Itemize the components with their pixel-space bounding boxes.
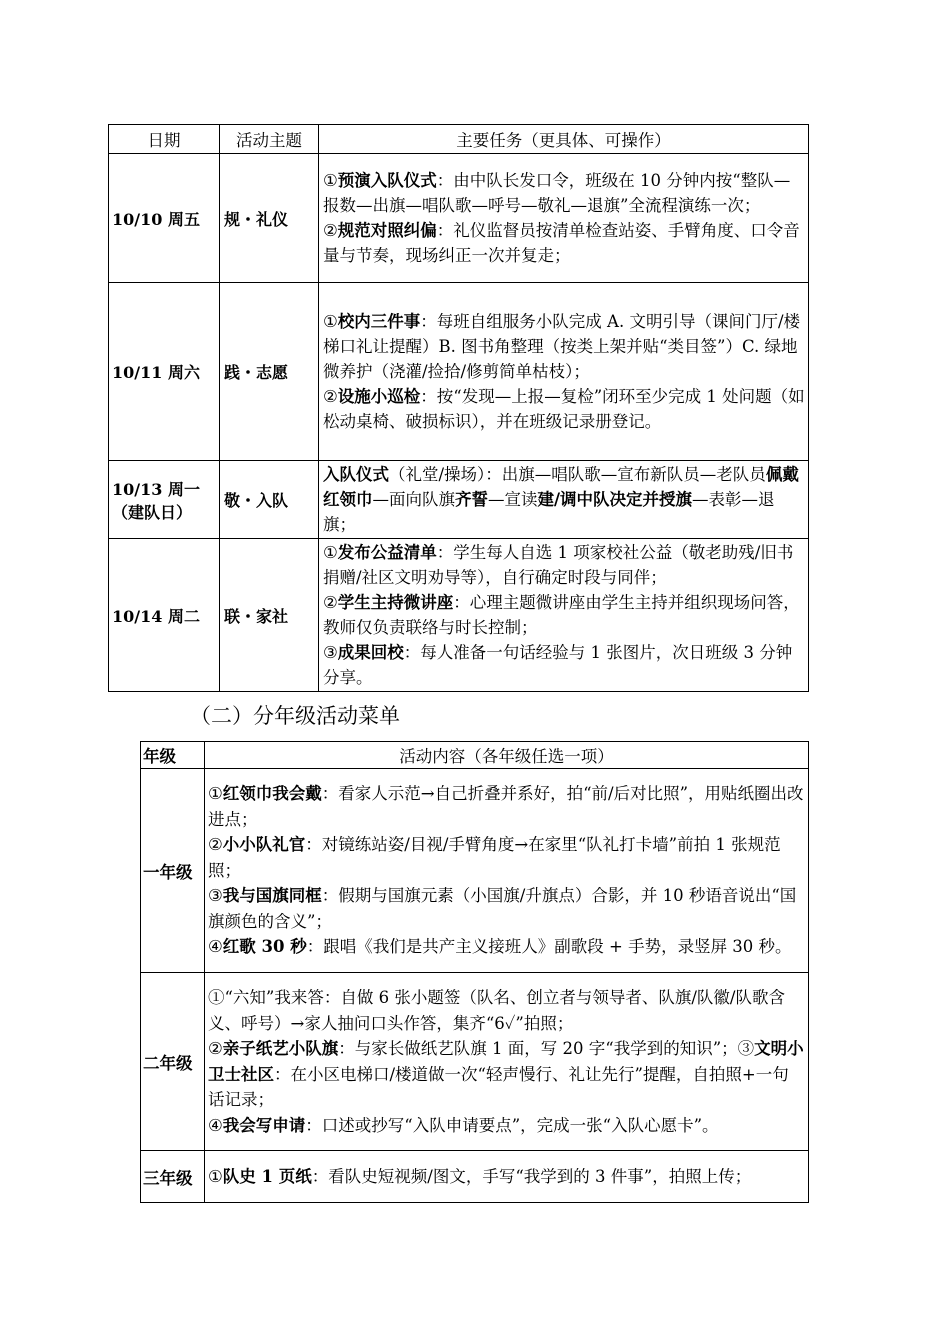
row-theme: 践・志愿 [220, 283, 319, 461]
schedule-table [108, 124, 809, 692]
row-grade: 一年级 [141, 769, 205, 973]
row-tasks [319, 461, 809, 539]
ceremony-text: 入队仪式（礼堂/操场）：出旗—唱队歌—宣布新队员—老队员佩戴红领巾—面向队旗齐誓—宣读建/调中队决定并授旗—表彰—退旗； [323, 465, 799, 534]
row-date: 10/10 周五 [109, 154, 220, 283]
table-row [109, 154, 809, 283]
table-row [109, 461, 809, 539]
row-date: 10/14 周二 [109, 539, 220, 692]
row-tasks [319, 539, 809, 692]
row-theme: 规・礼仪 [220, 154, 319, 283]
list-item: ④红歌 30 秒：跟唱《我们是共产主义接班人》副歌段 + 手势，录竖屏 30 秒。 [208, 937, 792, 957]
row-grade: 二年级 [141, 973, 205, 1151]
list-item: ②小小队礼官：对镜练站姿/目视/手臂角度→在家里“队礼打卡墙”前拍 1 张规范照； [208, 835, 781, 880]
header-tasks: 主要任务（更具体、可操作） [319, 125, 809, 154]
list-item: ①队史 1 页纸：看队史短视频/图文，手写“我学到的 3 件事”，拍照上传； [208, 1166, 752, 1186]
task-item: ①预演入队仪式：由中队长发口令，班级在 10 分钟内按“整队—报数—出旗—唱队歌—呼号—敬礼—退旗”全流程演练一次； [323, 171, 791, 215]
row-grade: 三年级 [141, 1151, 205, 1203]
table-row [141, 769, 809, 973]
row-date [109, 461, 220, 539]
list-item: ②亲子纸艺小队旗：与家长做纸艺队旗 1 面，写 20 字“我学到的知识”；③文明小卫士社区：在小区电梯口/楼道做一次“轻声慢行、礼让先行”提醒，自拍照+一句话记录； [208, 1039, 804, 1109]
date-text: 10/13 周一 [112, 479, 200, 499]
header-grade: 年级 [141, 742, 205, 769]
table-row [109, 283, 809, 461]
section-title: （二）分年级活动菜单 [190, 704, 400, 728]
row-theme: 联・家社 [220, 539, 319, 692]
list-item: ③我与国旗同框：假期与国旗元素（小国旗/升旗点）合影，并 10 秒语音说出“国旗颜色的含义”； [208, 886, 797, 931]
table-row [141, 973, 809, 1151]
table-row [141, 1151, 809, 1203]
row-content [205, 769, 809, 973]
row-date: 10/11 周六 [109, 283, 220, 461]
row-tasks [319, 283, 809, 461]
row-content [205, 973, 809, 1151]
menu-header-row [141, 742, 809, 769]
header-content: 活动内容（各年级任选一项） [205, 742, 809, 769]
list-item: ①红领巾我会戴：看家人示范→自己折叠并系好，拍“前/后对比照”，用贴纸圈出改进点； [208, 784, 804, 829]
row-theme: 敬・入队 [220, 461, 319, 539]
list-item: ①“六知”我来答：自做 6 张小题签（队名、创立者与领导者、队旗/队徽/队歌含义、呼号）→家人抽问口头作答，集齐“6✓”拍照； [208, 988, 785, 1033]
schedule-header-row [109, 125, 809, 154]
header-theme: 活动主题 [220, 125, 319, 154]
list-item: ④我会写申请：口述或抄写“入队申请要点”，完成一张“入队心愿卡”。 [208, 1115, 719, 1135]
row-content [205, 1151, 809, 1203]
task-item: ①发布公益清单：学生每人自选 1 项家校社公益（敬老助残/旧书捐赠/社区文明劝导等），自行确定时段与同伴； [323, 543, 794, 587]
task-item: ②学生主持微讲座：心理主题微讲座由学生主持并组织现场问答，教师仅负责联络与时长控制； [323, 593, 800, 637]
row-tasks [319, 154, 809, 283]
task-item: ①校内三件事：每班自组服务小队完成 A. 文明引导（课间门厅/楼梯口礼让提醒）B. 图书角整理（按类上架并贴“类目签”）C. 绿地微养护（浇灌/捡拾/修剪简单枯枝）； [323, 312, 801, 381]
header-date: 日期 [109, 125, 220, 154]
date-note: （建队日） [112, 502, 193, 522]
table-row [109, 539, 809, 692]
task-item: ②规范对照纠偏：礼仪监督员按清单检查站姿、手臂角度、口令音量与节奏，现场纠正一次并复走； [323, 221, 800, 265]
task-item: ③成果回校：每人准备一句话经验与 1 张图片，次日班级 3 分钟分享。 [323, 643, 793, 687]
task-item: ②设施小巡检：按“发现—上报—复检”闭环至少完成 1 处问题（如松动桌椅、破损标识），并在班级记录册登记。 [323, 387, 805, 431]
grade-menu-table [140, 741, 809, 1203]
